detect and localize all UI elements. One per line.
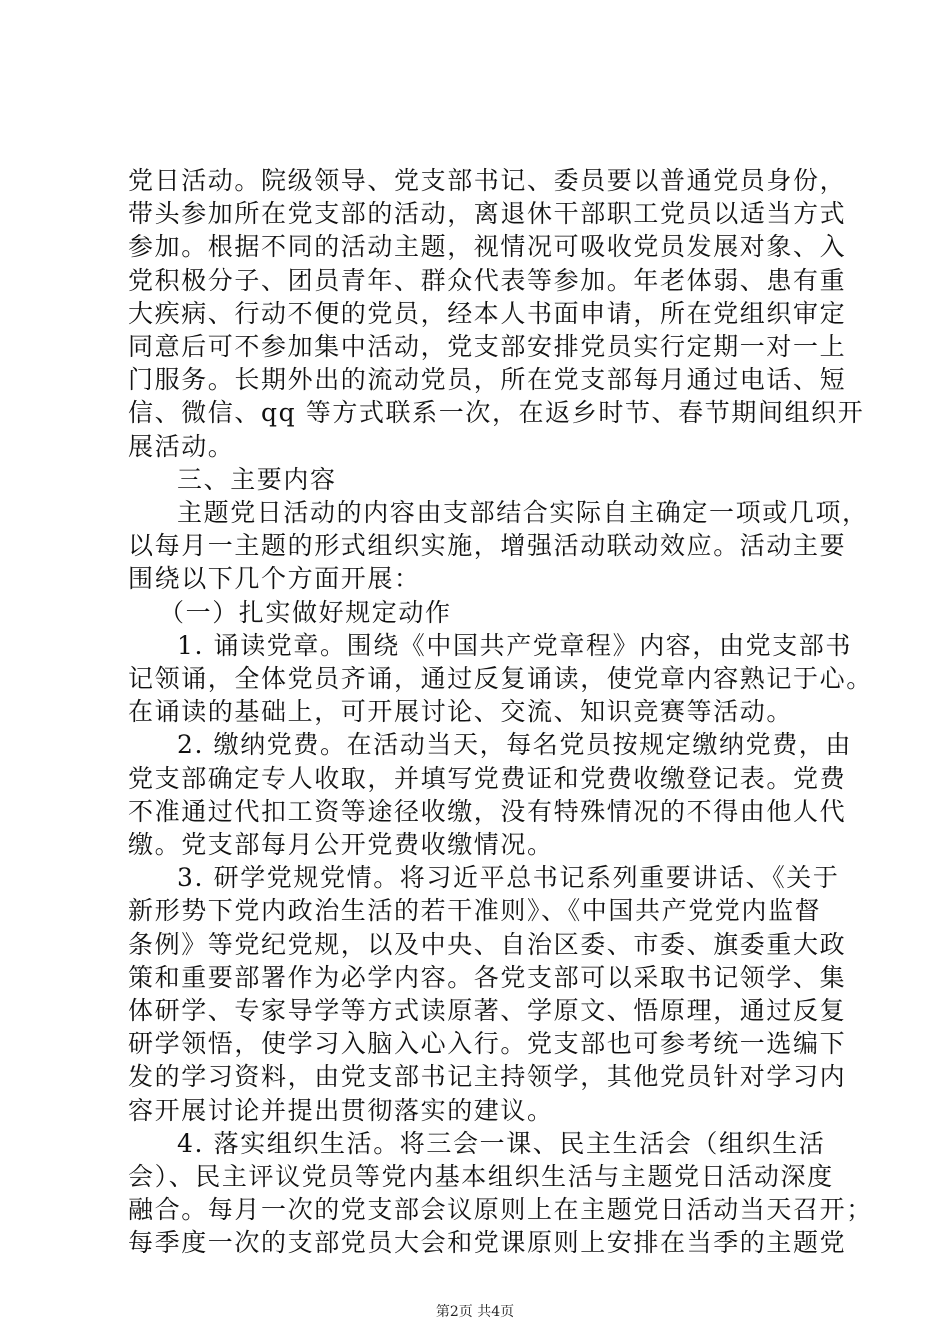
text-line: 1. 诵读党章。围绕《中国共产党章程》内容，由党支部书	[177, 631, 853, 660]
text-line: 党日活动。院级领导、党支部书记、委员要以普通党员身份，	[128, 166, 847, 195]
text-line: 围绕以下几个方面开展：	[128, 564, 421, 593]
text-line: 同意后可不参加集中活动，党支部安排党员实行定期一对一上	[128, 332, 847, 361]
text-line: 体研学、专家导学等方式读原著、学原文、悟原理，通过反复	[128, 996, 847, 1025]
subsection-heading: （一）扎实做好规定动作	[159, 598, 452, 627]
text-line: 条例》等党纪党规，以及中央、自治区委、市委、旗委重大政	[128, 930, 847, 959]
text-line: 2. 缴纳党费。在活动当天，每名党员按规定缴纳党费，由	[177, 730, 853, 759]
text-line: 融合。每月一次的党支部会议原则上在主题党日活动当天召开；	[128, 1195, 873, 1224]
text-line: 每季度一次的支部党员大会和党课原则上安排在当季的主题党	[128, 1228, 847, 1257]
text-line: 以每月一主题的形式组织实施，增强活动联动效应。活动主要	[128, 531, 847, 560]
text-line: 发的学习资料，由党支部书记主持领学，其他党员针对学习内	[128, 1062, 847, 1091]
text-line: 4. 落实组织生活。将三会一课、民主生活会（组织生活	[177, 1129, 826, 1158]
text-line: 在诵读的基础上，可开展讨论、交流、知识竞赛等活动。	[128, 697, 794, 726]
text-line: 信、微信、qq 等方式联系一次，在返乡时节、春节期间组织开	[128, 398, 865, 427]
text-line: 党积极分子、团员青年、群众代表等参加。年老体弱、患有重	[128, 266, 847, 295]
text-line: 展活动。	[128, 432, 235, 461]
text-line: 记领诵，全体党员齐诵，通过反复诵读，使党章内容熟记于心。	[128, 664, 873, 693]
page-footer: 第2页 共4页	[435, 1304, 515, 1320]
text-line: 门服务。长期外出的流动党员，所在党支部每月通过电话、短	[128, 365, 847, 394]
text-line: 大疾病、行动不便的党员，经本人书面申请，所在党组织审定	[128, 299, 847, 328]
text-line: 会）、民主评议党员等党内基本组织生活与主题党日活动深度	[128, 1162, 834, 1191]
text-line: 容开展讨论并提出贯彻落实的建议。	[128, 1096, 554, 1125]
text-line: 不准通过代扣工资等途径收缴，没有特殊情况的不得由他人代	[128, 797, 847, 826]
text-line: 新形势下党内政治生活的若干准则》、《中国共产党党内监督	[128, 896, 822, 925]
text-line: 策和重要部署作为必学内容。各党支部可以采取书记领学、集	[128, 963, 847, 992]
text-line: 研学领悟，使学习入脑入心入行。党支部也可参考统一选编下	[128, 1029, 847, 1058]
text-line: 3. 研学党规党情。将习近平总书记系列重要讲话、《关于	[177, 863, 840, 892]
section-heading: 三、主要内容	[177, 465, 337, 494]
text-line: 缴。党支部每月公开党费收缴情况。	[128, 830, 554, 859]
text-line: 参加。根据不同的活动主题，视情况可吸收党员发展对象、入	[128, 232, 847, 261]
text-line: 主题党日活动的内容由支部结合实际自主确定一项或几项，	[177, 498, 869, 527]
text-line: 带头参加所在党支部的活动，离退休干部职工党员以适当方式	[128, 199, 847, 228]
text-line: 党支部确定专人收取，并填写党费证和党费收缴登记表。党费	[128, 764, 847, 793]
